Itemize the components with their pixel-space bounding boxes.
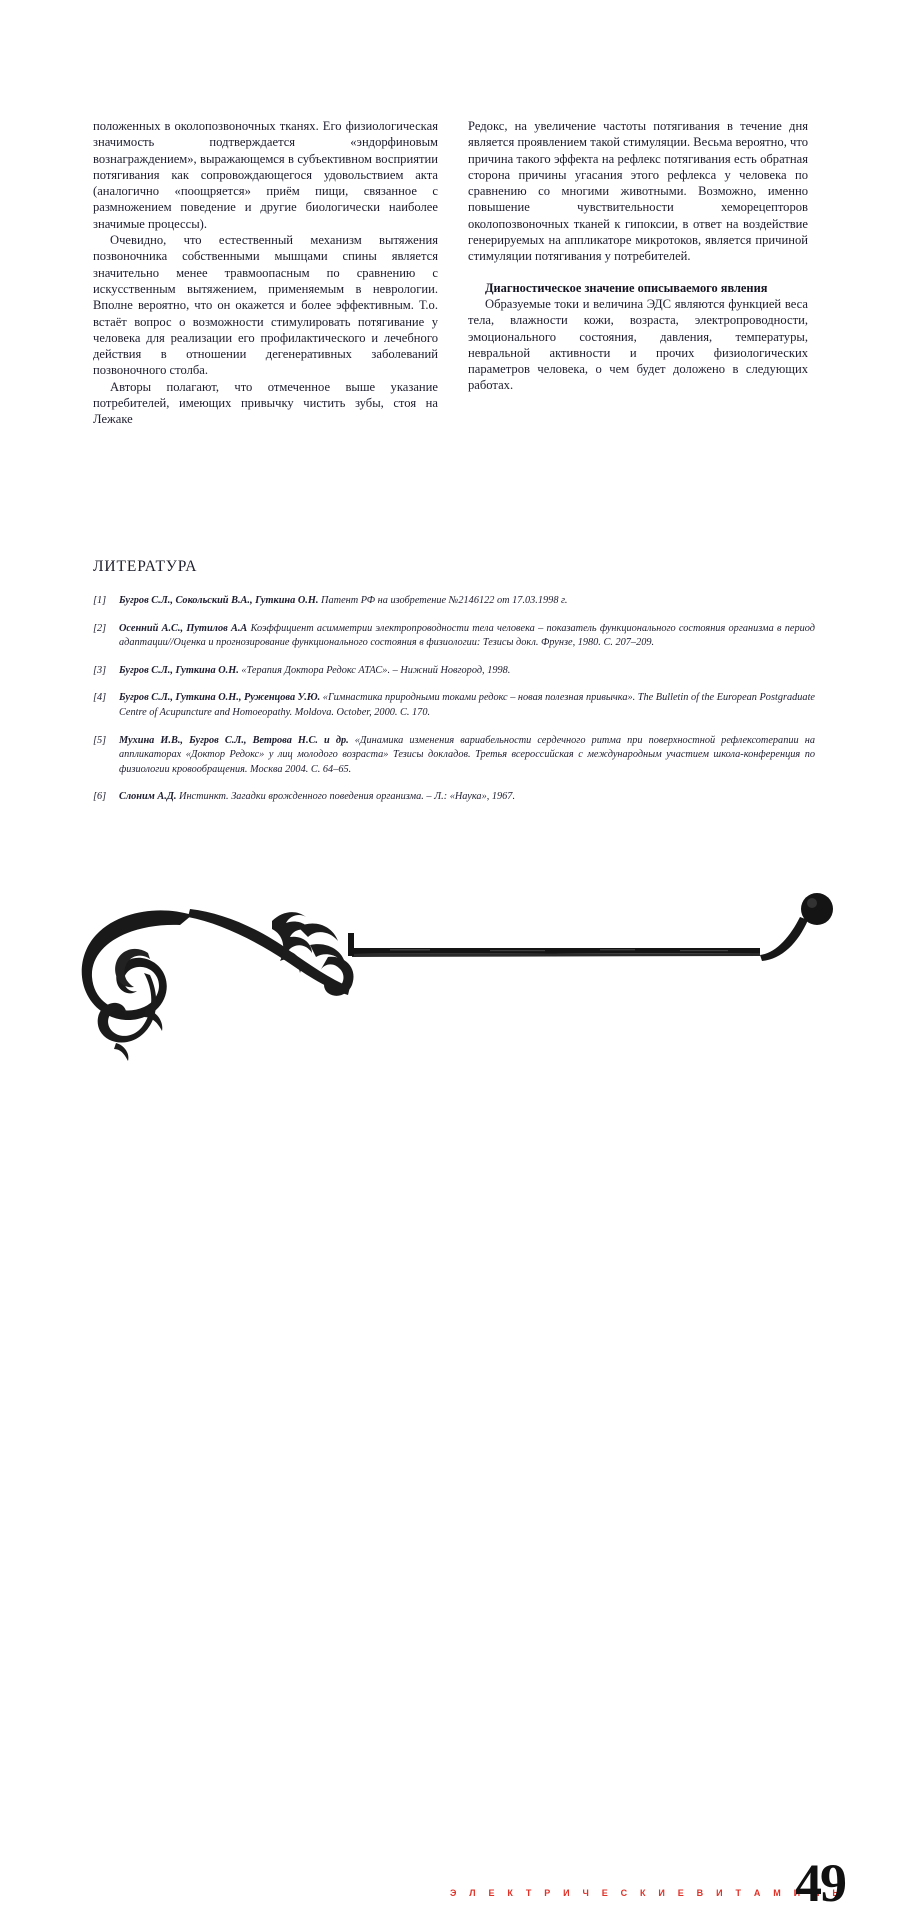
references-title: ЛИТЕРАТУРА: [93, 558, 198, 575]
reference-text: [119, 594, 815, 609]
paragraph-left-1: положенных в околопозвоночных тканях. Его физиологическая значимость подтверждается «эндорфиновым вознаграждением», выражающемся в субъективном восприятии потягивания как сопровождающегося удовольствием акта (аналогично «поощряется» приём пищи, связанное с размножением поведение и другие биологически наиболее значимые процессы).: [93, 119, 438, 231]
reference-authors: Мухина И.В., Бугров С.Л., Ветрова Н.С. и др.: [119, 734, 349, 746]
reference-item: [93, 691, 815, 720]
section-subheading: Диагностическое значение описываемого явления: [485, 280, 768, 295]
reference-text: [119, 790, 815, 805]
left-text-column: [93, 118, 438, 428]
references-list: [93, 594, 815, 805]
reference-citation: Инстинкт. Загадки врожденного поведения организма. – Л.: «Наука», 1967.: [176, 791, 516, 803]
reference-authors: Бугров С.Л., Сокольский В.А., Гуткина О.Н.: [119, 595, 319, 606]
reference-number: [1]: [93, 595, 107, 606]
reference-text: [119, 622, 815, 651]
reference-citation: Патент РФ на изобретение №2146122 от 17.03.1998 г.: [318, 595, 568, 606]
reference-citation: Коэффициент асимметрии электропроводности тела человека – показатель функционального состояния организма в период адаптации//Оценка и прогнозирование функционального состояния в физиологии: Тезисы докл. Фрунзе, 1980. С. 207–209.: [119, 622, 816, 649]
reference-item: [93, 664, 815, 679]
reference-item: [93, 790, 815, 805]
footer-caption-text: Э Л Е К Т Р И Ч Е С К И Е В И Т А М И Н Ы: [450, 1888, 847, 1898]
reference-number: [4]: [93, 692, 107, 704]
reference-number: [2]: [93, 622, 107, 634]
page-number: 49: [795, 1853, 845, 1913]
decorative-flourish-ornament: [60, 893, 860, 1043]
reference-citation: «Динамика изменения вариабельности сердечного ритма при поверхностной рефлексотерапии на аппликаторах «Доктор Редокс» у лиц молодого возраста» Тезисы докладов. Третья всероссийская с международным участием школа-конференция по физиологии кровообращения. Москва 2004. С. 64–65.: [119, 734, 815, 775]
reference-text: [119, 664, 815, 679]
reference-item: [93, 622, 815, 651]
reference-number: [5]: [93, 734, 107, 746]
reference-authors: Бугров С.Л., Гуткина О.Н.: [119, 664, 239, 676]
page-footer: [0, 893, 900, 1913]
body-columns: [93, 118, 813, 428]
reference-number: [6]: [93, 791, 107, 803]
reference-citation: «Гимнастика природными токами редокс – новая полезная привычка». The Bulletin of the European Postgraduate Centre of Acupuncture and Homoeopathy. Moldova. October, 2000. С. 170.: [119, 692, 815, 718]
reference-authors: Слоним А.Д.: [119, 791, 177, 803]
reference-authors: Бугров С.Л., Гуткина О.Н., Руженцова У.Ю.: [119, 692, 321, 704]
right-text-column: [468, 118, 808, 428]
paragraph-right-2: Образуемые токи и величина ЭДС являются функцией веса тела, влажности кожи, возраста, электропроводности, эмоционального состояния, давления, температуры, невральной активности и прочих физиологических параметров человека, о чем будет доложено в следующих работах.: [468, 296, 808, 393]
paragraph-left-2: Очевидно, что естественный механизм вытяжения позвоночника собственными мышцами спины является значительно менее травмоопасным по сравнению с искусственным вытяжением, применяемым в неврологии. Вполне вероятно, что он окажется и более эффективным. Т.о. встаёт вопрос о возможности стимулировать потягивание у человека для реализации его профилактического и лечебного действия в отношении дегенеративных заболеваний позвоночного столба.: [93, 233, 438, 378]
reference-item: [93, 594, 815, 609]
reference-text: [119, 734, 815, 778]
paragraph-left-3: Авторы полагают, что отмеченное выше указание потребителей, имеющих привычку чистить зубы, стоя на Лежаке: [93, 379, 438, 427]
paragraph-right-1: Редокс, на увеличение частоты потягивания в течение дня является проявлением такой стимуляции. Весьма вероятно, что причина такого эффекта на рефлекс потягивания есть обратная сторона причины угасания этого рефлекса у человека по сравнению со многими животными. Возможно, именно повышение чувствительности хеморецепторов околопозвоночных тканей к гипоксии, в ответ на воздействие генерируемых на аппликаторе микротоков, является причиной стимуляции потягивания у потребителей.: [468, 119, 808, 264]
reference-text: [119, 691, 815, 720]
reference-authors: Осенний А.С., Путилов А.А: [119, 622, 248, 634]
reference-number: [3]: [93, 664, 107, 676]
references-section: [93, 558, 815, 818]
reference-item: [93, 734, 815, 778]
reference-citation: «Терапия Доктора Редокс АТАС». – Нижний Новгород, 1998.: [238, 664, 511, 676]
